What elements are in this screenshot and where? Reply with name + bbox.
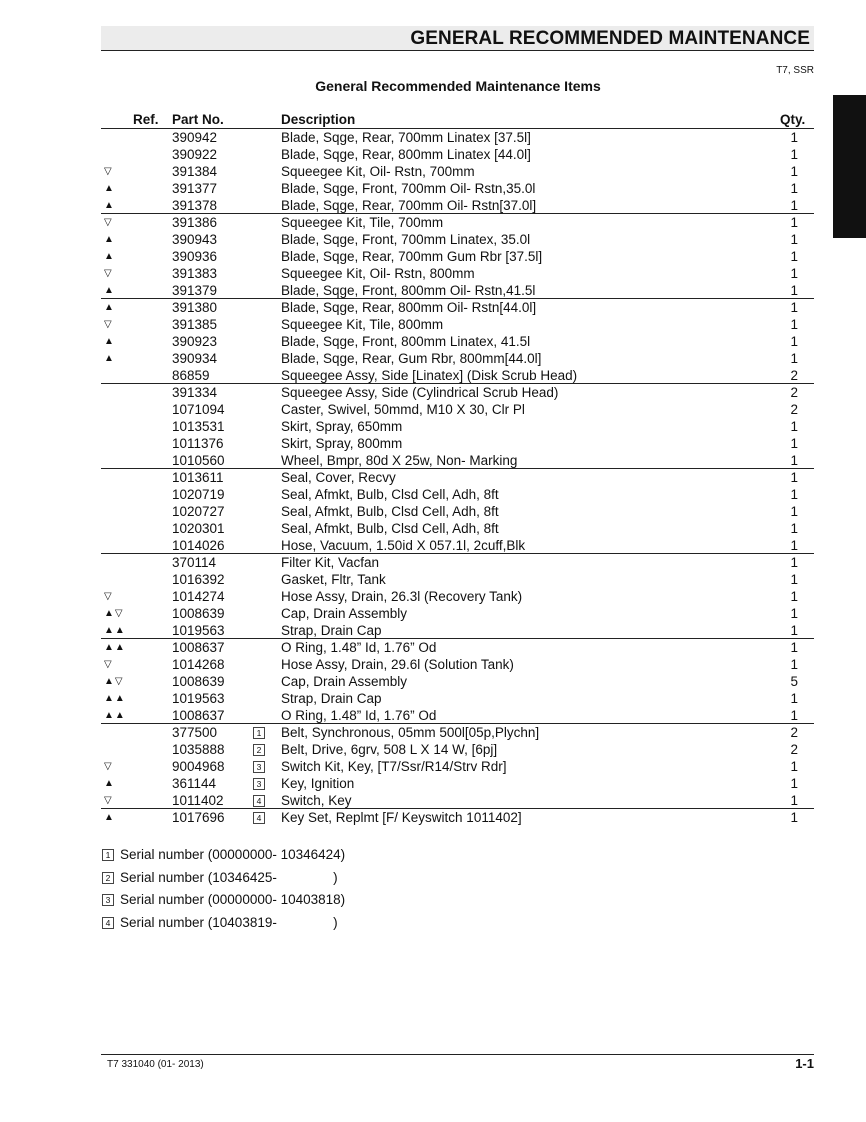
quantity: 1 <box>790 708 798 723</box>
description: Squeegee Assy, Side [Linatex] (Disk Scrub Head) <box>281 368 578 383</box>
table-row <box>101 452 814 469</box>
ref-marker: ▲ <box>104 285 115 296</box>
part-number: 1017696 <box>172 810 225 825</box>
quantity: 1 <box>790 317 798 332</box>
part-number: 390923 <box>172 334 218 349</box>
description: Blade, Sqge, Front, 700mm Oil- Rstn,35.0l <box>281 181 536 196</box>
part-number: 391334 <box>172 385 218 400</box>
table-row <box>101 282 814 299</box>
table-row <box>101 316 814 333</box>
description: Seal, Afmkt, Bulb, Clsd Cell, Adh, 8ft <box>281 521 499 536</box>
table-row <box>101 792 814 809</box>
part-number: 86859 <box>172 368 210 383</box>
footnote-box: 4 <box>102 917 114 929</box>
description: Key Set, Replmt [F/ Keyswitch 1011402] <box>281 810 522 825</box>
description: Belt, Synchronous, 05mm 500l[05p,Plychn] <box>281 725 540 740</box>
table-row <box>101 486 814 503</box>
part-number: 1019563 <box>172 691 225 706</box>
part-number: 391385 <box>172 317 218 332</box>
part-number: 1014274 <box>172 589 225 604</box>
description: Key, Ignition <box>281 776 355 791</box>
ref-marker: ▲ <box>104 200 115 211</box>
table-row <box>101 605 814 622</box>
ref-marker: ▲ <box>104 234 115 245</box>
quantity: 1 <box>790 249 798 264</box>
footnote-box: 3 <box>102 894 114 906</box>
table-row <box>101 639 814 656</box>
description: Hose, Vacuum, 1.50id X 057.1l, 2cuff,Blk <box>281 538 526 553</box>
part-number: 1008637 <box>172 708 225 723</box>
quantity: 1 <box>790 351 798 366</box>
part-number: 1008639 <box>172 674 225 689</box>
serial-text: Serial number (00000000- 10403818) <box>120 892 346 907</box>
part-number: 361144 <box>172 776 217 791</box>
footnote-box: 1 <box>102 849 114 861</box>
table-row <box>101 724 814 741</box>
table-row <box>101 571 814 588</box>
part-number: 391378 <box>172 198 218 213</box>
quantity: 1 <box>790 555 798 570</box>
footnote-box: 1 <box>253 727 265 739</box>
quantity: 1 <box>790 164 798 179</box>
part-number: 390942 <box>172 130 218 145</box>
table-row <box>101 418 814 435</box>
quantity: 1 <box>790 640 798 655</box>
part-number: 9004968 <box>172 759 225 774</box>
description: Blade, Sqge, Rear, Gum Rbr, 800mm[44.0l] <box>281 351 542 366</box>
description: Blade, Sqge, Rear, 800mm Linatex [44.0l] <box>281 147 531 162</box>
ref-marker: ▽ <box>104 795 113 806</box>
description: Blade, Sqge, Rear, 700mm Oil- Rstn[37.0l] <box>281 198 537 213</box>
footnote-box: 3 <box>253 761 265 773</box>
part-number: 390934 <box>172 351 218 366</box>
quantity: 1 <box>790 759 798 774</box>
description: Seal, Afmkt, Bulb, Clsd Cell, Adh, 8ft <box>281 504 499 519</box>
ref-marker: ▲▲ <box>104 693 126 704</box>
table-row <box>101 146 814 163</box>
ref-marker: ▲ <box>104 183 115 194</box>
quantity: 1 <box>790 589 798 604</box>
quantity: 1 <box>790 606 798 621</box>
table-row <box>101 809 814 826</box>
quantity: 1 <box>790 793 798 808</box>
quantity: 1 <box>790 810 798 825</box>
description: Filter Kit, Vacfan <box>281 555 380 570</box>
table-row <box>101 673 814 690</box>
part-number: 370114 <box>172 555 217 570</box>
description: O Ring, 1.48” Id, 1.76” Od <box>281 708 437 723</box>
part-number: 1035888 <box>172 742 225 757</box>
table-row <box>101 248 814 265</box>
table-row <box>101 537 814 554</box>
part-number: 391377 <box>172 181 218 196</box>
quantity: 1 <box>790 691 798 706</box>
quantity: 2 <box>790 385 798 400</box>
ref-marker: ▲▽ <box>104 676 124 687</box>
quantity: 1 <box>790 181 798 196</box>
header-bar <box>101 26 814 51</box>
table-row <box>101 758 814 775</box>
ref-marker: ▲ <box>104 812 115 823</box>
section-title: General Recommended Maintenance Items <box>315 78 601 94</box>
footer-document-id: T7 331040 (01- 2013) <box>107 1059 204 1070</box>
table-row <box>101 741 814 758</box>
ref-marker: ▲ <box>104 302 115 313</box>
quantity: 1 <box>790 232 798 247</box>
side-tab-marker <box>833 95 866 238</box>
part-number: 1014268 <box>172 657 225 672</box>
quantity: 2 <box>790 368 798 383</box>
quantity: 1 <box>790 198 798 213</box>
part-number: 1020719 <box>172 487 225 502</box>
ref-marker: ▽ <box>104 217 113 228</box>
part-number: 390943 <box>172 232 218 247</box>
description: Blade, Sqge, Front, 800mm Oil- Rstn,41.5l <box>281 283 536 298</box>
description: Squeegee Kit, Oil- Rstn, 800mm <box>281 266 475 281</box>
page-header-title: GENERAL RECOMMENDED MAINTENANCE <box>410 28 810 49</box>
part-number: 1008639 <box>172 606 225 621</box>
quantity: 1 <box>790 419 798 434</box>
description: Cap, Drain Assembly <box>281 674 408 689</box>
model-tag: T7, SSR <box>776 65 814 76</box>
description: Hose Assy, Drain, 26.3l (Recovery Tank) <box>281 589 523 604</box>
part-number: 391386 <box>172 215 218 230</box>
description: Blade, Sqge, Rear, 700mm Gum Rbr [37.5l] <box>281 249 543 264</box>
table-row <box>101 367 814 384</box>
table-row <box>101 265 814 282</box>
part-number: 390936 <box>172 249 218 264</box>
table-row <box>101 554 814 571</box>
column-header-part-no: Part No. <box>172 112 224 127</box>
footnote-box: 4 <box>253 795 265 807</box>
description: Blade, Sqge, Rear, 700mm Linatex [37.5l] <box>281 130 531 145</box>
table-row <box>101 384 814 401</box>
part-number: 1011402 <box>172 793 224 808</box>
description: Caster, Swivel, 50mmd, M10 X 30, Clr Pl <box>281 402 525 417</box>
table-row <box>101 775 814 792</box>
serial-text: Serial number (10346425- ) <box>120 869 338 885</box>
table-row <box>101 333 814 350</box>
description: Blade, Sqge, Front, 800mm Linatex, 41.5l <box>281 334 531 349</box>
ref-marker: ▲▲ <box>104 710 126 721</box>
quantity: 1 <box>790 538 798 553</box>
part-number: 1013531 <box>172 419 225 434</box>
ref-marker: ▲ <box>104 353 115 364</box>
quantity: 1 <box>790 504 798 519</box>
description: O Ring, 1.48” Id, 1.76” Od <box>281 640 437 655</box>
quantity: 1 <box>790 657 798 672</box>
description: Seal, Cover, Recvy <box>281 470 396 485</box>
table-row <box>101 707 814 724</box>
description: Switch, Key <box>281 793 352 808</box>
description: Squeegee Kit, Tile, 700mm <box>281 215 444 230</box>
part-number: 1071094 <box>172 402 225 417</box>
quantity: 1 <box>790 266 798 281</box>
footer-rule <box>101 1054 814 1055</box>
description: Squeegee Kit, Oil- Rstn, 700mm <box>281 164 475 179</box>
description: Blade, Sqge, Front, 700mm Linatex, 35.0l <box>281 232 531 247</box>
quantity: 1 <box>790 453 798 468</box>
quantity: 1 <box>790 215 798 230</box>
quantity: 1 <box>790 283 798 298</box>
table-row <box>101 129 814 146</box>
part-number: 391379 <box>172 283 218 298</box>
table-row <box>101 231 814 248</box>
ref-marker: ▽ <box>104 166 113 177</box>
ref-marker: ▽ <box>104 268 113 279</box>
quantity: 1 <box>790 130 798 145</box>
part-number: 1013611 <box>172 470 224 485</box>
part-number: 1014026 <box>172 538 225 553</box>
part-number: 1020301 <box>172 521 225 536</box>
page-number: 1-1 <box>795 1056 814 1071</box>
footnote-box: 2 <box>253 744 265 756</box>
parts-table <box>101 129 814 826</box>
quantity: 2 <box>790 725 798 740</box>
table-row <box>101 469 814 486</box>
description: Wheel, Bmpr, 80d X 25w, Non- Marking <box>281 453 518 468</box>
ref-marker: ▲▲ <box>104 625 126 636</box>
part-number: 1019563 <box>172 623 225 638</box>
ref-marker: ▽ <box>104 591 113 602</box>
table-row <box>101 622 814 639</box>
column-header-description: Description <box>281 112 356 127</box>
quantity: 2 <box>790 402 798 417</box>
part-number: 390922 <box>172 147 218 162</box>
table-row <box>101 588 814 605</box>
serial-text: Serial number (10403819- ) <box>120 914 338 930</box>
column-header-ref: Ref. <box>133 112 159 127</box>
quantity: 1 <box>790 470 798 485</box>
ref-marker: ▲▽ <box>104 608 124 619</box>
description: Squeegee Assy, Side (Cylindrical Scrub Head) <box>281 385 559 400</box>
quantity: 1 <box>790 572 798 587</box>
quantity: 1 <box>790 436 798 451</box>
quantity: 1 <box>790 487 798 502</box>
part-number: 1010560 <box>172 453 225 468</box>
column-header-qty: Qty. <box>780 112 806 127</box>
description: Skirt, Spray, 650mm <box>281 419 403 434</box>
serial-text: Serial number (00000000- 10346424) <box>120 847 346 862</box>
quantity: 1 <box>790 623 798 638</box>
table-row <box>101 401 814 418</box>
table-row <box>101 690 814 707</box>
description: Seal, Afmkt, Bulb, Clsd Cell, Adh, 8ft <box>281 487 499 502</box>
description: Blade, Sqge, Rear, 800mm Oil- Rstn[44.0l] <box>281 300 537 315</box>
part-number: 1011376 <box>172 436 224 451</box>
quantity: 1 <box>790 147 798 162</box>
part-number: 391380 <box>172 300 218 315</box>
part-number: 1008637 <box>172 640 225 655</box>
ref-marker: ▲ <box>104 336 115 347</box>
table-row <box>101 435 814 452</box>
quantity: 1 <box>790 334 798 349</box>
ref-marker: ▽ <box>104 761 113 772</box>
table-row <box>101 299 814 316</box>
description: Strap, Drain Cap <box>281 691 382 706</box>
table-row <box>101 180 814 197</box>
part-number: 391384 <box>172 164 218 179</box>
description: Strap, Drain Cap <box>281 623 382 638</box>
table-row <box>101 520 814 537</box>
ref-marker: ▽ <box>104 659 113 670</box>
table-row <box>101 214 814 231</box>
quantity: 1 <box>790 521 798 536</box>
footnote-box: 4 <box>253 812 265 824</box>
description: Squeegee Kit, Tile, 800mm <box>281 317 444 332</box>
description: Switch Kit, Key, [T7/Ssr/R14/Strv Rdr] <box>281 759 507 774</box>
description: Belt, Drive, 6grv, 508 L X 14 W, [6pj] <box>281 742 498 757</box>
quantity: 5 <box>790 674 798 689</box>
ref-marker: ▲ <box>104 778 115 789</box>
ref-marker: ▽ <box>104 319 113 330</box>
description: Hose Assy, Drain, 29.6l (Solution Tank) <box>281 657 514 672</box>
table-row <box>101 163 814 180</box>
ref-marker: ▲ <box>104 251 115 262</box>
quantity: 1 <box>790 776 798 791</box>
footnote-box: 3 <box>253 778 265 790</box>
description: Gasket, Fltr, Tank <box>281 572 386 587</box>
part-number: 1020727 <box>172 504 225 519</box>
part-number: 377500 <box>172 725 218 740</box>
part-number: 391383 <box>172 266 218 281</box>
table-row <box>101 197 814 214</box>
quantity: 2 <box>790 742 798 757</box>
part-number: 1016392 <box>172 572 225 587</box>
table-row <box>101 503 814 520</box>
description: Skirt, Spray, 800mm <box>281 436 403 451</box>
table-row <box>101 656 814 673</box>
table-row <box>101 350 814 367</box>
footnote-box: 2 <box>102 872 114 884</box>
quantity: 1 <box>790 300 798 315</box>
description: Cap, Drain Assembly <box>281 606 408 621</box>
ref-marker: ▲▲ <box>104 642 126 653</box>
